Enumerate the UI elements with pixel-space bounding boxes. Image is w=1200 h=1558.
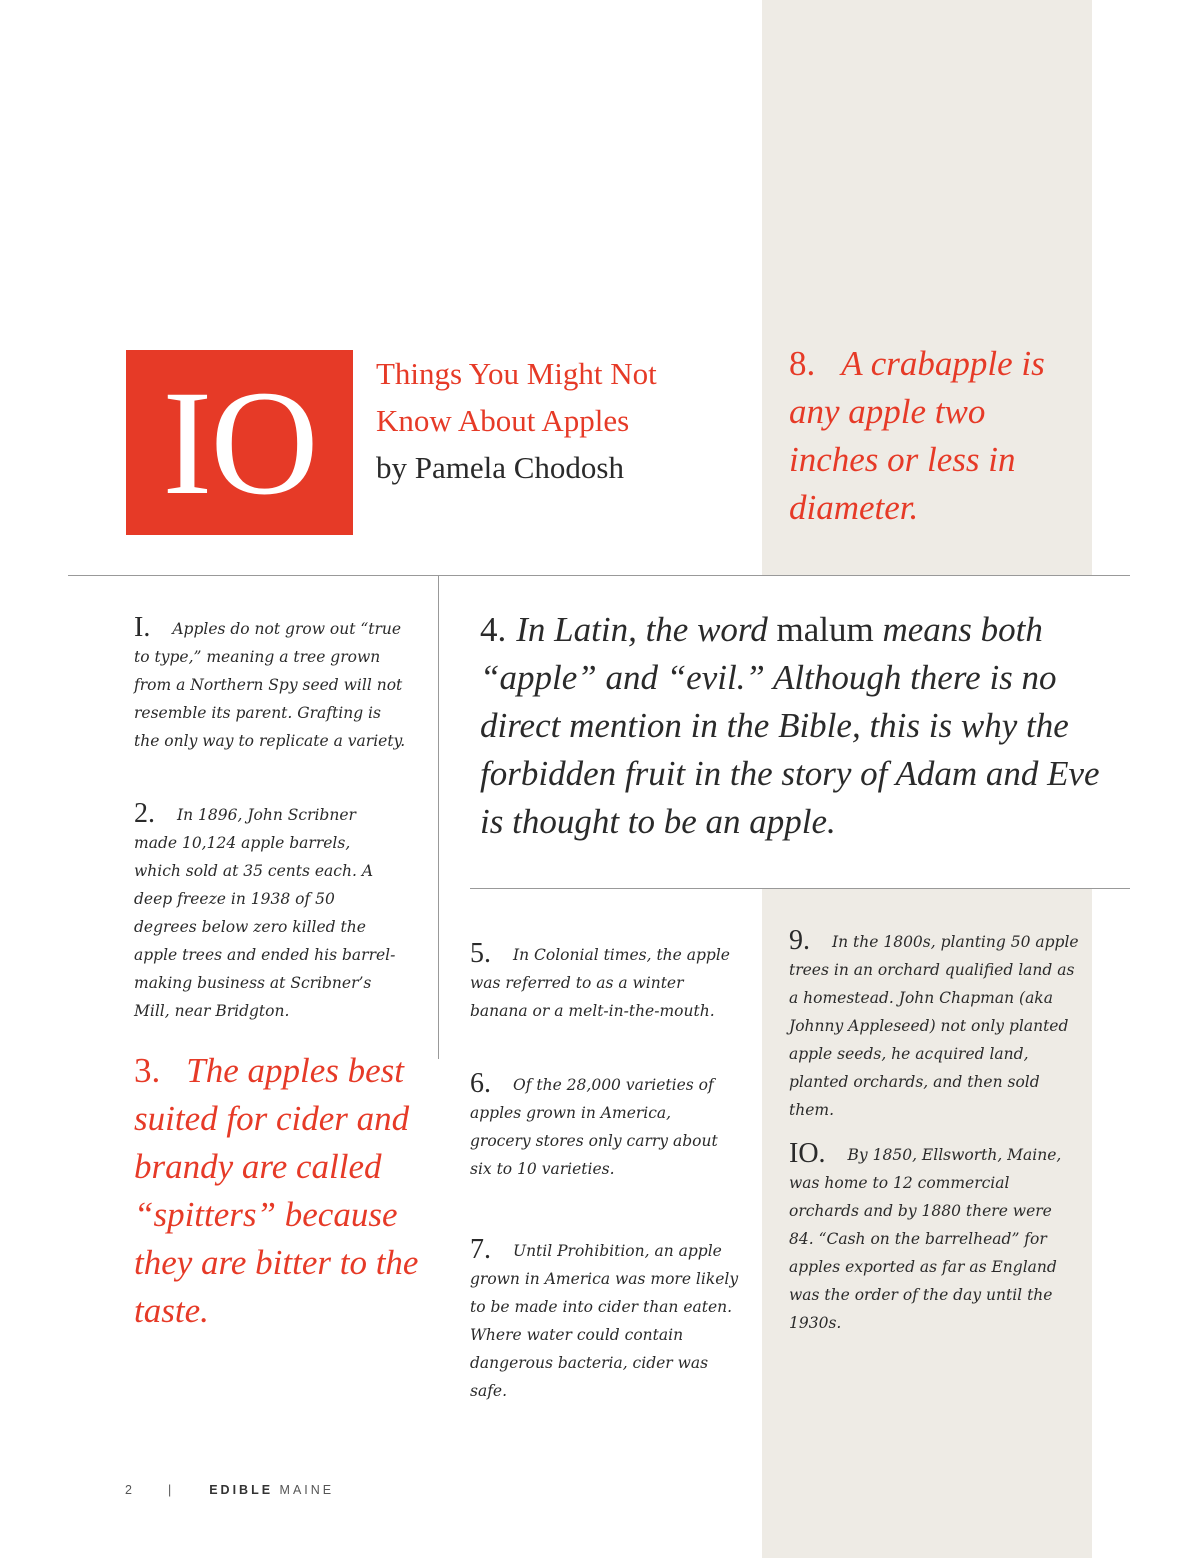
fact-text: A crabapple is any apple two inches or less in diameter. [789, 344, 1045, 527]
divider-vertical [438, 576, 439, 1059]
fact-number: 4. [480, 610, 507, 649]
fact-7 [470, 1236, 740, 1405]
fact-text: In the 1800s, planting 50 apple trees in an orchard qualified land as a homestead. John Chapman (aka Johnny Appleseed) not only planted apple seeds, he acquired land, planted orchards, and then sold them. [789, 933, 1079, 1119]
footer-separator: | [167, 1483, 172, 1497]
fact-text: means both “apple” and “evil.” Although there is no direct mention in the Bible, this is why the forbidden fruit in the story of Adam and Eve is thought to be an apple. [480, 610, 1100, 841]
fact-text: In 1896, John Scribner made 10,124 apple barrels, which sold at 35 cents each. A deep freeze in 1938 of 50 degrees below zero killed the apple trees and ended his barrel-making business at Scribner’s Mill, near Bridgton. [134, 806, 396, 1020]
divider-horizontal-mid [470, 888, 1130, 889]
fact-text: Of the 28,000 varieties of apples grown in America, grocery stores only carry about six to 10 varieties. [470, 1076, 718, 1178]
fact-text: In Colonial times, the apple was referred to as a winter banana or a melt-in-the-mouth. [470, 946, 730, 1020]
fact-number: IO. [789, 1138, 826, 1169]
fact-1 [134, 614, 409, 755]
fact-3 [134, 1047, 434, 1335]
fact-4 [480, 606, 1120, 846]
fact-number: 7. [470, 1234, 491, 1265]
fact-number: 5. [470, 938, 491, 969]
fact-number: 3. [134, 1051, 161, 1090]
byline: by Pamela Chodosh [376, 450, 624, 485]
title-line-1: Things You Might Not [376, 356, 657, 391]
page-footer [125, 1483, 334, 1497]
fact-number: 6. [470, 1068, 491, 1099]
footer-region: MAINE [279, 1483, 335, 1497]
fact-text: In Latin, the word [516, 610, 768, 649]
fact-2 [134, 800, 396, 1025]
fact-text: By 1850, Ellsworth, Maine, was home to 12 commercial orchards and by 1880 there were 84. “Cash on the barrelhead” for apples exported as far as England was the order of the day until the 1930s. [789, 1146, 1062, 1332]
fact-number: 9. [789, 925, 810, 956]
fact-text: The apples best suited for cider and brandy are called “spitters” because they are bitter to the taste. [134, 1051, 419, 1330]
fact-9 [789, 927, 1079, 1124]
article-headline [376, 350, 657, 491]
title-badge: IO [126, 350, 353, 535]
page-number: 2 [125, 1483, 132, 1497]
footer-brand: EDIBLE [209, 1483, 274, 1497]
fact-5 [470, 940, 732, 1025]
fact-number: I. [134, 612, 151, 643]
fact-number: 2. [134, 798, 155, 829]
fact-10 [789, 1140, 1077, 1337]
fact-text: Until Prohibition, an apple grown in America was more likely to be made into cider than eaten. Where water could contain dangerous bacteria, cider was safe. [470, 1242, 739, 1400]
fact-text: Apples do not grow out “true to type,” meaning a tree grown from a Northern Spy seed will not resemble its parent. Grafting is the only way to replicate a variety. [134, 620, 406, 750]
fact-text-latin: malum [776, 610, 874, 649]
divider-horizontal [68, 575, 1130, 576]
title-line-2: Know About Apples [376, 403, 630, 438]
fact-8 [789, 340, 1079, 532]
fact-6 [470, 1070, 720, 1183]
fact-number: 8. [789, 344, 816, 383]
